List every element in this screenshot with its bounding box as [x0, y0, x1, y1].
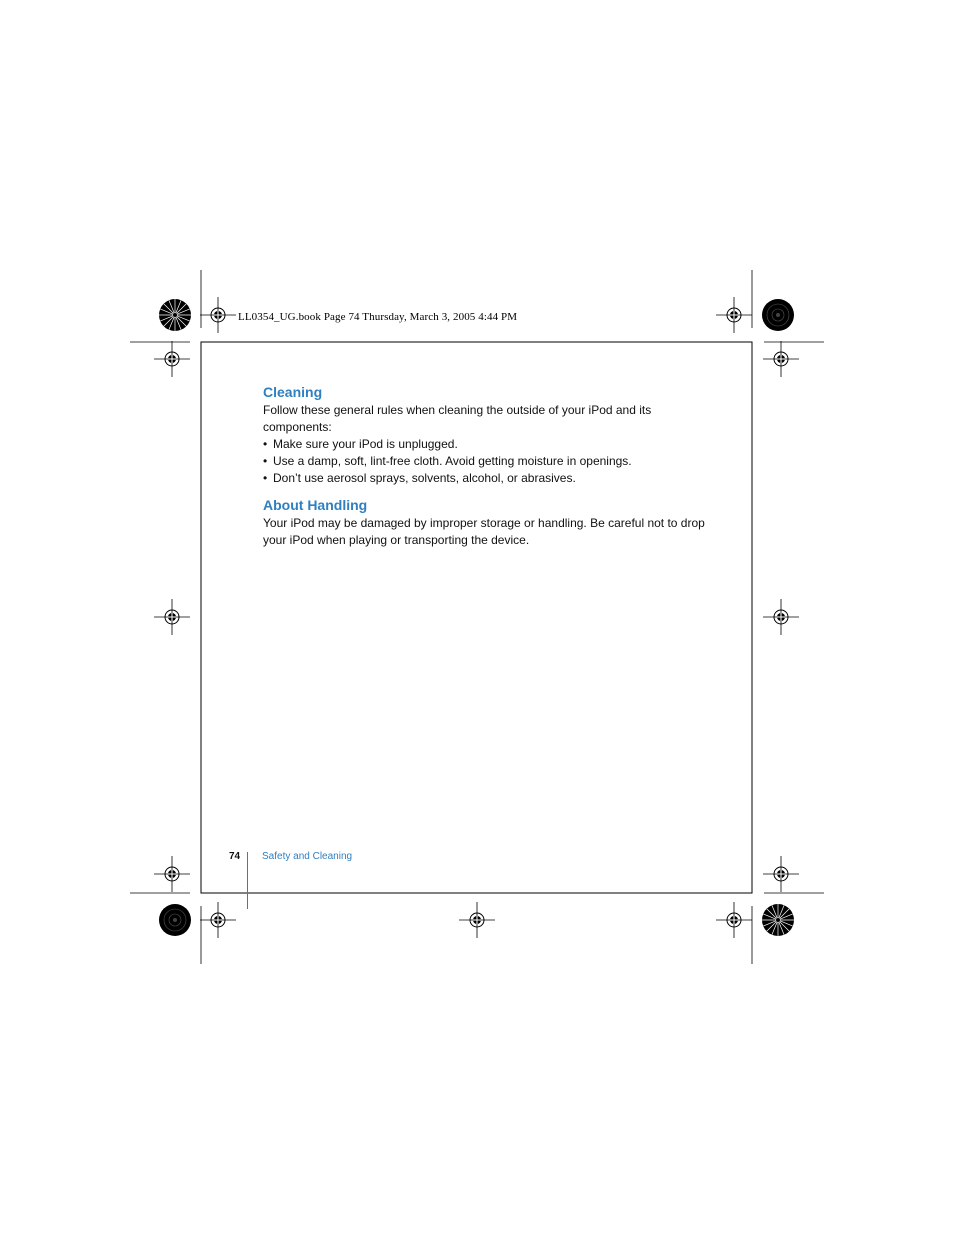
footer-divider	[247, 852, 248, 909]
handling-line: Your iPod may be damaged by improper storage or handling. Be careful not to drop	[263, 516, 705, 530]
page-content	[263, 382, 723, 549]
bullet-icon: •	[263, 437, 268, 451]
section-heading-handling: About Handling	[263, 497, 368, 513]
handling-section	[263, 495, 723, 549]
page-number: 74	[229, 851, 241, 862]
cleaning-section	[263, 382, 723, 487]
list-item: • Make sure your iPod is unplugged.	[263, 437, 458, 451]
list-item: • Use a damp, soft, lint-free cloth. Avoid getting moisture in openings.	[263, 454, 632, 468]
section-heading-cleaning: Cleaning	[263, 384, 323, 400]
running-footer-chapter: Safety and Cleaning	[262, 851, 353, 862]
handling-line: your iPod when playing or transporting the device.	[263, 533, 530, 547]
print-slug: LL0354_UG.book Page 74 Thursday, March 3, 2005 4:44 PM	[238, 311, 518, 323]
list-item: • Don’t use aerosol sprays, solvents, alcohol, or abrasives.	[263, 471, 576, 485]
cleaning-bullet-list	[263, 436, 723, 487]
cleaning-intro: Follow these general rules when cleaning the outside of your iPod and its components:	[263, 403, 652, 434]
bullet-icon: •	[263, 471, 268, 485]
bullet-icon: •	[263, 454, 268, 468]
